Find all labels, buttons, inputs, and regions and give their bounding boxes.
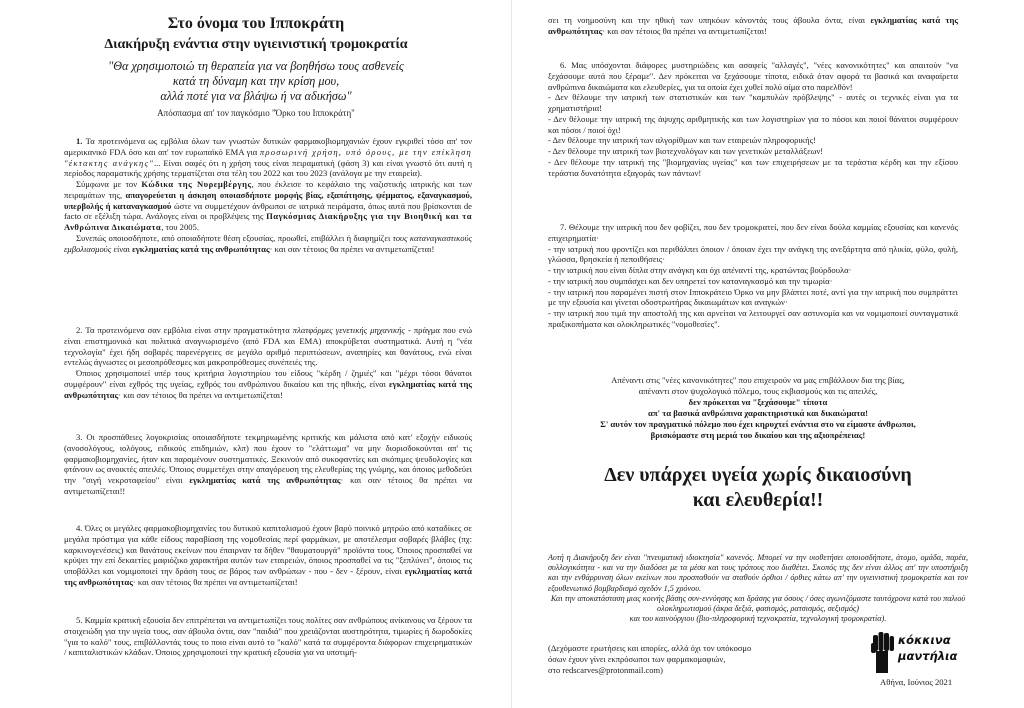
emphasis: Παγκόσμιας Διακήρυξης για την Βιοηθική και τα Ανθρώπινα Δικαιώματα <box>64 211 472 232</box>
contact-line: στο redscarves@protonmail.com) <box>548 665 663 675</box>
list-item: - την ιατρική που παραμένει πιστή στον Ιπποκράτειο Όρκο να μην βλάπτει ποτέ, αντί για την ιατρική που συμπράττει με την εξουσία και γίνεται οδοστρωτήρας δικαιωμάτων και αναγκών· <box>548 286 958 308</box>
text: · και σαν τέτοιος θα πρέπει να αντιμετωπίζεται!! <box>64 475 473 496</box>
emphasis: εγκληματίας κατά της ανθρωπότητας <box>132 243 270 254</box>
raised-fist-icon <box>870 629 896 673</box>
text: 2. Τα προτεινόμενα σαν εμβόλια είναι στην πραγματικότητα <box>76 325 293 335</box>
slogan-line: και ελευθερία!! <box>692 489 824 511</box>
text: 5. Καμμία κρατική εξουσία δεν επιτρέπεται να αντιμετωπίζει τους πολίτες σαν ανθρώπους ανίκανους να ξέρουν τα στοιχειώδη για την υγεία τους, σαν άβουλα όντα, σαν "παιδιά" που χρειάζονται αυστηρότητα, τιμωρίες ή δωροδοκίες "για το καλό" τους, επιβάλλοντάς τους το ποιο είναι αυτό το "καλό" κατά τα συμφέροντα διάφορων επιχειρηματικών / καπιταλιστικών κλάδων. Όποιος χρησιμοποιεί την κρατική εξουσία για να υποτιμή- <box>64 615 472 658</box>
text: Τα προτεινόμενα ως εμβόλια όλων των γνωστών δυτικών φαρμακοβιομηχανιών έχουν εγκριθεί τόσο απ' τον αμερικανικό FDA όσο και απ' τον ευρωπαϊκό ΕΜΑ για <box>64 136 472 157</box>
list-item: - Δεν θέλουμε την ιατρική των βιοτεχνολόγων και των γενετικών μεταλλάξεων! <box>548 146 824 156</box>
paragraph-number: 1. <box>76 136 86 146</box>
list-item: - την ιατρική που είναι δίπλα στην ανάγκη και όχι απέναντί της, κρατώντας βούρδουλα· <box>548 265 852 275</box>
place-date: Αθήνα, Ιούνιος 2021 <box>880 677 953 687</box>
logo-line: μαντήλια <box>898 649 958 663</box>
list-item: - την ιατρική που φροντίζει και περιθάλπει όποιον / όποιαν έχει την ανάγκη της ανεξάρτητα από ηλικία, φύλο, φυλή, γλώσσα, θρησκεία ή πεποιθήσεις· <box>548 243 958 265</box>
text: 3. Οι προσπάθειες λογοκρισίας οποιασδήποτε τεκμηριωμένης κριτικής και μάλιστα από κατ' εξοχήν ειδικούς (ανοσολόγους, ιολόγους, ειδικούς επιδημιών, κλπ) που έχουν το "ελάττωμα" να μην διορισδοκούνται απ' τις φαρμακοβιομηχανίες, ήταν και παραμένουν συστηματικές. Ξεκινούν από συκοφαντίες και σκόπιμες ψευδολογίες και φτάνουν ως ανοικτές απειλές. Όποιος συμμετέχει στην απαγόρευση της ελευθερίας της γνώμης, και όποιος μεθοδεύει την "σιγή νεκροταφείου" είναι <box>64 432 472 485</box>
emphasis: εγκληματίας κατά της ανθρωπότητας <box>548 15 958 36</box>
text: 4. Όλες οι μεγάλες φαρμακοβιομηχανίες του δυτικού καπιταλισμού έχουν βαρύ ποινικό μητρώο από καταδίκες σε μεγάλα πρόστιμα για κάθε είδους παραβίαση της νομοθεσίας περί φαρμάκων, με αποτέλεσμα σοβαρές βλάβες (πχ: καρκινογενέσεις) και θανάτους εκείνων που έπαιρναν τα δήθεν "θαυματουργά" προϊόντα τους. Όποιος προσπαθεί να κρύψει την επί δεκαετίες μαφιόζικο χαρακτήρα αυτών των εταιρειών, όποιος προσπαθεί να τις "ξεπλύνει", όποιος τις υποβάλλει και νομιμοποιεί την δράση τους σε βάρος των ανθρώπων - που - δεν - ξέρουν, είναι <box>64 523 472 576</box>
list-item: - Δεν θέλουμε την ιατρική των αλγορίθμων και των εταιρειών πληροφορικής! <box>548 135 816 146</box>
call-to-action <box>548 375 968 441</box>
text: Σύμφωνα με τον <box>76 179 142 189</box>
text: ... Είναι σαφές ότι η χρήση τους είναι πειραματική (φάση 3) και είναι γνωστό ότι αυτή η περίοδος παραματικής χρήσης τερματίζεται στα τέλη του 2022 και του 2023 (ανάλογα με την εταιρεία). <box>64 157 472 179</box>
disclaimer-text: Αυτή η Διακήρυξη δεν είναι "πνευματική ιδιοκτησία" κανενός. Μπορεί να την υιοθετήσει οποιοσδήποτε, άτομο, ομάδα, παρέα, συλλογικότητα - και να την διαδόσει με τα μέσα και τους τρόπους που διαθέτει. Σκοπός της δεν είναι άλλος απ' την υποστήριξη και την ενθάρρυνση όλων εκείνων που προσπαθούν να σταθούν όρθιοι / όρθιες κάτω απ' την υγιεινιστική τρομοκρατία και τον εξουθενωτικό βομβαρδισμό σχεδόν 1,5 χρόνου. <box>548 553 968 593</box>
contact-note <box>548 643 848 676</box>
paragraph-6 <box>548 60 958 178</box>
text: Όποιος χρησιμοποιεί υπέρ τους κριτήρια λογιστηρίου του είδους "κέρδη / ζημιές" και "μέχρι τόσοι θάνατοι συμφέρουν" είναι εχθρός της υγείας, εχθρός του ανθρώπινου δικαίου και της ηθικής, είναι <box>64 368 472 389</box>
text: · και σαν τέτοιος θα πρέπει να αντιμετωπίζεται! <box>269 243 435 254</box>
paragraph-7 <box>548 222 958 330</box>
call-line: απ' τα βασικά ανθρώπινα χαρακτηριστικά και δικαιώματα! <box>648 408 868 418</box>
text: , του 2005. <box>161 222 199 232</box>
text: Συνεπώς οποιοσδήποτε, από οποιαδήποτε θέση εξουσίας, προωθεί, επιβάλλει ή διαφημίζει <box>76 232 393 243</box>
paragraph-4 <box>64 523 472 588</box>
page-title: Στο όνομα του Ιπποκράτη <box>167 15 345 32</box>
slogan-line: Δεν υπάρχει υγεία χωρίς δικαιοσύνη <box>604 464 912 486</box>
call-line: βρισκόμαστε στη μεριά του δικαίου και της αξιοπρέπειας! <box>650 430 866 440</box>
disclaimer-text: και του καινούργιου (βιο-πληροφορική τεχνοκρατία, τεχνολογική τρομοκρατία). <box>629 614 887 624</box>
emphasis: απαγορεύεται η άσκηση οποιασδήποτε μορφής βίας, εξαπάτησης, ψέμματος, εξαναγκασμού, υπερβολής ή καταναγκασμού <box>64 189 473 211</box>
text: 7. Θέλουμε την ιατρική που δεν φοβίζει, που δεν τρομοκρατεί, που δεν είναι δούλα καμμίας εξουσίας και κανενός επιχειρηματία· <box>548 222 958 243</box>
page-subtitle: Διακήρυξη ενάντια στην υγιεινιστική τρομοκρατία <box>104 37 408 52</box>
emphasis: πλατφόρμες γενετικής μηχανικής <box>292 325 405 335</box>
emphasis: τους καταναγκαστικούς εμβολιασμούς <box>64 232 472 254</box>
emphasis: εγκληματίας κατά της ανθρωπότητας <box>64 378 472 400</box>
paragraph-5-continued <box>548 15 958 37</box>
oath-line: κατά τη δύναμη και την κρίση μου, <box>172 74 340 88</box>
list-item: - Δεν θέλουμε την ιατρική της "βιομηχανίας υγείας" και των επιχειρήσεων με τα τεράστια κέρδη και την εξίσου τεράστια δυνατότητα εξαγοράς των πάντων! <box>548 156 958 178</box>
oath-line: αλλά ποτέ για να βλάψω ή να αδικήσω" <box>160 89 352 103</box>
text: · και σαν τέτοιος θα πρέπει να αντιμετωπίζεται! <box>132 576 298 587</box>
text: είναι <box>111 243 133 254</box>
disclaimer <box>548 553 968 624</box>
emphasis: προσωρινή χρήση, υπό όρους, με την επίκληση "έκτακτης ανάγκης" <box>64 146 472 168</box>
call-line: δεν πρόκειται να "ξεχάσουμε" τίποτα <box>688 397 828 407</box>
text: · και σαν τέτοιος θα πρέπει να αντιμετωπίζεται! <box>118 389 283 400</box>
oath-quote <box>0 59 512 104</box>
list-item: - την ιατρική που συμπάσχει και δεν υπηρετεί τον καταναγκασμό και την τιμωρία· <box>548 275 833 286</box>
call-line: απέναντι στον ψυχολογικό πόλεμο, τους εκβιασμούς και τις απειλές, <box>638 386 878 396</box>
oath-line: "Θα χρησιμοποιώ τη θεραπεία για να βοηθήσω τους ασθενείς <box>108 59 404 73</box>
paragraph-2 <box>64 325 472 400</box>
list-item: - Δεν θέλουμε την ιατρική της άψυχης αριθμητικής και των λογιστηρίων για το πόσοι και ποιοί θάνατοι συμφέρουν και πόσοι / ποιοί όχι! <box>548 113 958 135</box>
text: - πράγμα που ενώ είναι επιστημονικά και πολιτικά αναγνωρισμένο (από FDA και ΕΜΑ) αποκρύβεται συστηματικά. Αυτή η "νέα τεχνολογία" έχει ήδη σοβαρές παρενέργειες σε μεγάλο αριθμό περιπτώσεων, αναπηρίες και θανάτους, ενώ είναι εντελώς άγνωστες οι μεσοπρόθεσμες και μακροπρόθεσμες συνέπειές της. <box>64 325 472 368</box>
paragraph-3 <box>64 432 472 497</box>
call-line: Απέναντι στις "νέες κανονικότητες" που επιχειρούν να μας επιβάλλουν δια της βίας, <box>611 375 905 385</box>
contact-line: (Δεχόμαστε ερωτήσεις και απορίες, αλλά όχι τον υπόκοσμο <box>548 643 752 653</box>
text: 6. Μας υπόσχονται διάφορες μυστηριώδεις και ασαφείς "αλλαγές", "νέες κανονικότητες" και απαιτούν "να ξεχάσουμε αυτά που ξέραμε". Δεν πρόκειται να ξεχάσουμε τίποτα, ειδικά όταν αφορά τα βασικά και αναφαίρετα ανθρώπινα δικαιώματα και ελευθερίες, για τα οποία έχει χυθεί πολύ αίμα στο παρελθόν! <box>548 60 958 92</box>
call-line: Σ' αυτόν τον πραγματικό πόλεμο που έχει κηρυχτεί ενάντια στο να είμαστε άνθρωποι, <box>600 419 916 429</box>
list-item: - την ιατρική που τιμά την αποστολή της και αρνείται να λειτουργεί σαν αστυνομία και να νομιμοποιεί συνταγματικά πραξικοπήματα και ολοκληρωτικές "νομοθεσίες". <box>548 308 958 329</box>
paragraph-1 <box>64 136 472 254</box>
slogan <box>548 463 968 513</box>
paragraph-5 <box>64 615 472 658</box>
text: · και σαν τέτοιος θα πρέπει να αντιμετωπίζεται! <box>602 25 767 36</box>
disclaimer-text: Και την αποκατάσταση μιας κοινής βάσης συν-εννόησης και δράσης για όσους / όσες αγωνιζόμαστε ταυτόχρονα κατά του παλιού ολοκληρωτισμού (άκρα δεξιά, φασισμός, ρατσισμός, σεξισμός) <box>550 593 966 614</box>
text: σει τη νοημοσύνη και την ηθική των υπηκόων κάνοντάς τους άβουλα όντα, είναι <box>548 15 871 25</box>
contact-line: όσων έχουν γίνει εκπρόσωποι των φαρμακομαφιών, <box>548 654 726 664</box>
logo <box>870 625 960 677</box>
list-item: - Δεν θέλουμε την ιατρική των στατιστικών και των "καμπυλών πρόβλεψης" - αυτές οι τεχνικές είναι για τα χρηματιστήρια! <box>548 92 958 113</box>
emphasis: εγκληματίας κατά της ανθρωπότητας <box>189 475 341 485</box>
text: , που έκλεισε το κεφάλαιο της ναζιστικής ιατρικής και των πειραμάτων της, <box>64 179 472 200</box>
emphasis: Κώδικα της Νυρεμβέργης <box>141 179 252 189</box>
logo-line: κόκκινα <box>898 633 951 647</box>
emphasis: εγκληματίας κατά της ανθρωπότητας <box>64 566 472 587</box>
text: ώστε να συμμετέχουν άνθρωποι σε ιατρικά πειράματα, όπως αυτά που βρίσκονται de facto σε εξέλιξη τώρα. Ανάλογες είναι οι προβλέψεις της <box>64 200 473 222</box>
oath-source: Απόσπασμα απ' τον παγκόσμιο "Όρκο του Ιπποκράτη" <box>157 108 355 118</box>
